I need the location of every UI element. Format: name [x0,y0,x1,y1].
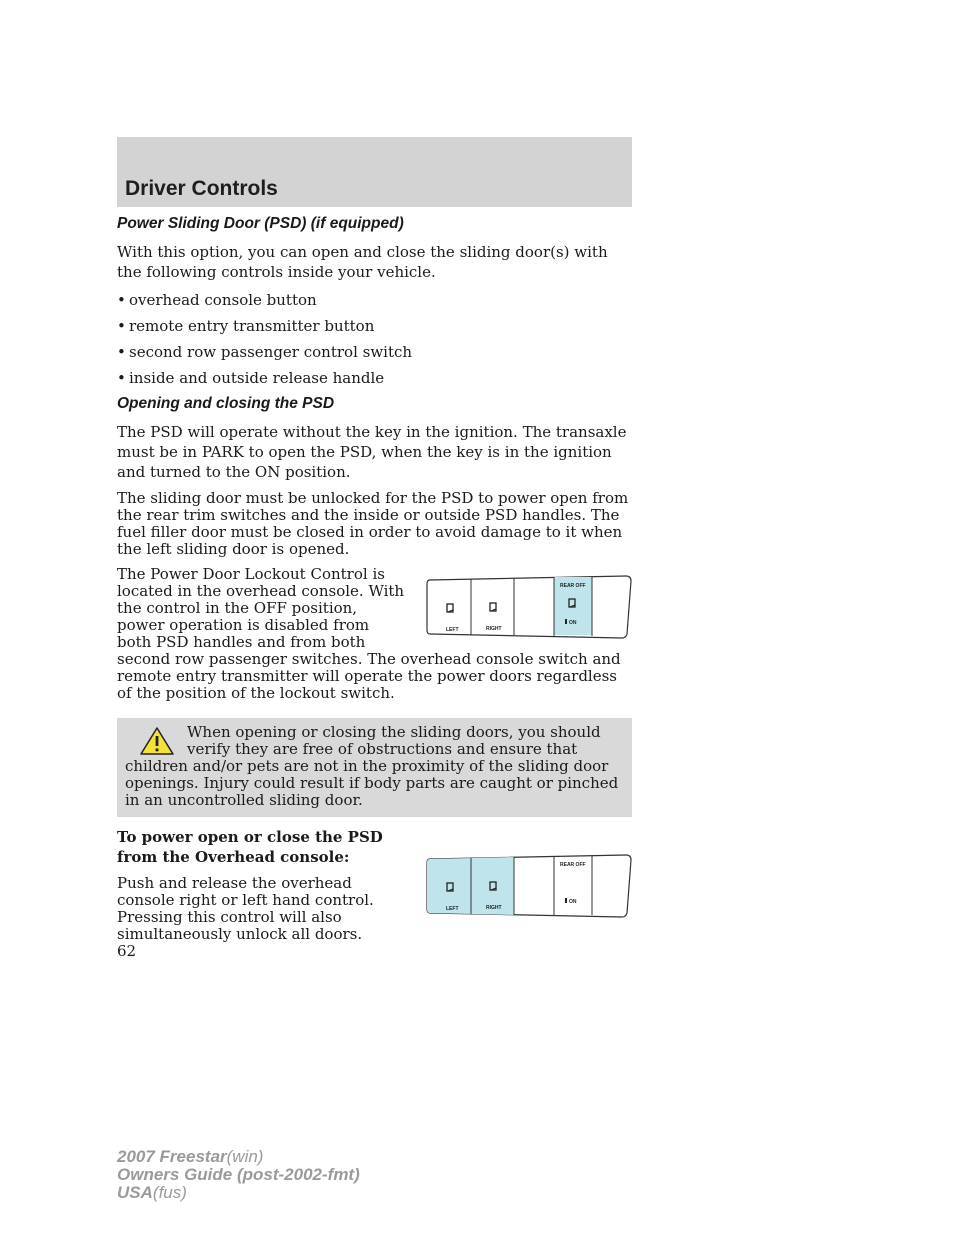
lockout-control-figure [426,574,632,644]
lockout-paragraph: The Power Door Lockout Control is located in the overhead console. With the control in the OFF position, power operation is disabled from both PSD handles and from both second row passenger switches. The overhead console switch and remote entry transmitter will operate the power doors regardless of the position of the lockout switch. [117,565,621,702]
warning-text: When opening or closing the sliding doors, you should verify they are free of obstructions and ensure that children and/or pets are not in the proximity of the sliding door openings. Injury could result if body parts are caught or pinched in an uncontrolled sliding door. [125,723,619,809]
footer-model: 2007 Freestar [117,1147,227,1166]
psd-heading: Power Sliding Door (PSD) (if equipped) [117,215,404,232]
indicator-icon [565,619,567,624]
list-item: • second row passenger control switch [117,343,413,361]
right-label: RIGHT [486,626,502,632]
section-title: Driver Controls [125,177,278,200]
footer-market: USA [117,1183,153,1202]
left-label: LEFT [446,906,459,912]
list-item: • inside and outside release handle [117,369,385,387]
bullet-icon: • [117,291,126,309]
left-label: LEFT [446,627,459,633]
bullet-icon: • [117,317,126,335]
on-label: ON [569,899,577,905]
rear-off-label: REAR OFF [560,862,586,868]
bullet-icon: • [117,369,126,387]
right-label: RIGHT [486,905,502,911]
psd-intro: With this option, you can open and close the sliding door(s) with the following controls inside your vehicle. [117,243,608,281]
bullet-icon: • [117,343,126,361]
page-number: 62 [117,942,137,960]
overhead-console-figure [426,853,632,923]
warning-triangle-icon [139,726,175,756]
footer-model-code: (win) [226,1147,264,1166]
rear-off-label: REAR OFF [560,583,586,589]
opening-paragraph-2: The sliding door must be unlocked for the PSD to power open from the rear trim switches and the inside or outside PSD handles. The fuel filler door must be closed in order to avoid damage to it when the left sliding door is opened. [117,489,629,558]
footer [117,1148,360,1202]
indicator-icon [565,898,567,903]
list-item: • remote entry transmitter button [117,317,375,335]
page-content [117,214,632,951]
warning-box [117,718,632,817]
footer-guide: Owners Guide (post-2002-fmt) [117,1165,360,1184]
list-item: • overhead console button [117,291,317,309]
overhead-console-panel-rear-off [426,574,632,640]
control-list [117,290,632,388]
opening-paragraph-1: The PSD will operate without the key in the ignition. The transaxle must be in PARK to open the PSD, when the key is in the ignition and turned to the ON position. [117,423,627,481]
overhead-console-paragraph: Push and release the overhead console right or left hand control. Pressing this control will also simultaneously unlock all doors. [117,874,374,943]
footer-market-code: (fus) [152,1183,187,1202]
header-band [117,137,632,207]
overhead-console-heading: To power open or close the PSD from the Overhead console: [117,828,383,866]
opening-closing-heading: Opening and closing the PSD [117,395,335,412]
overhead-console-panel-left-right [426,853,632,919]
on-label: ON [569,620,577,626]
